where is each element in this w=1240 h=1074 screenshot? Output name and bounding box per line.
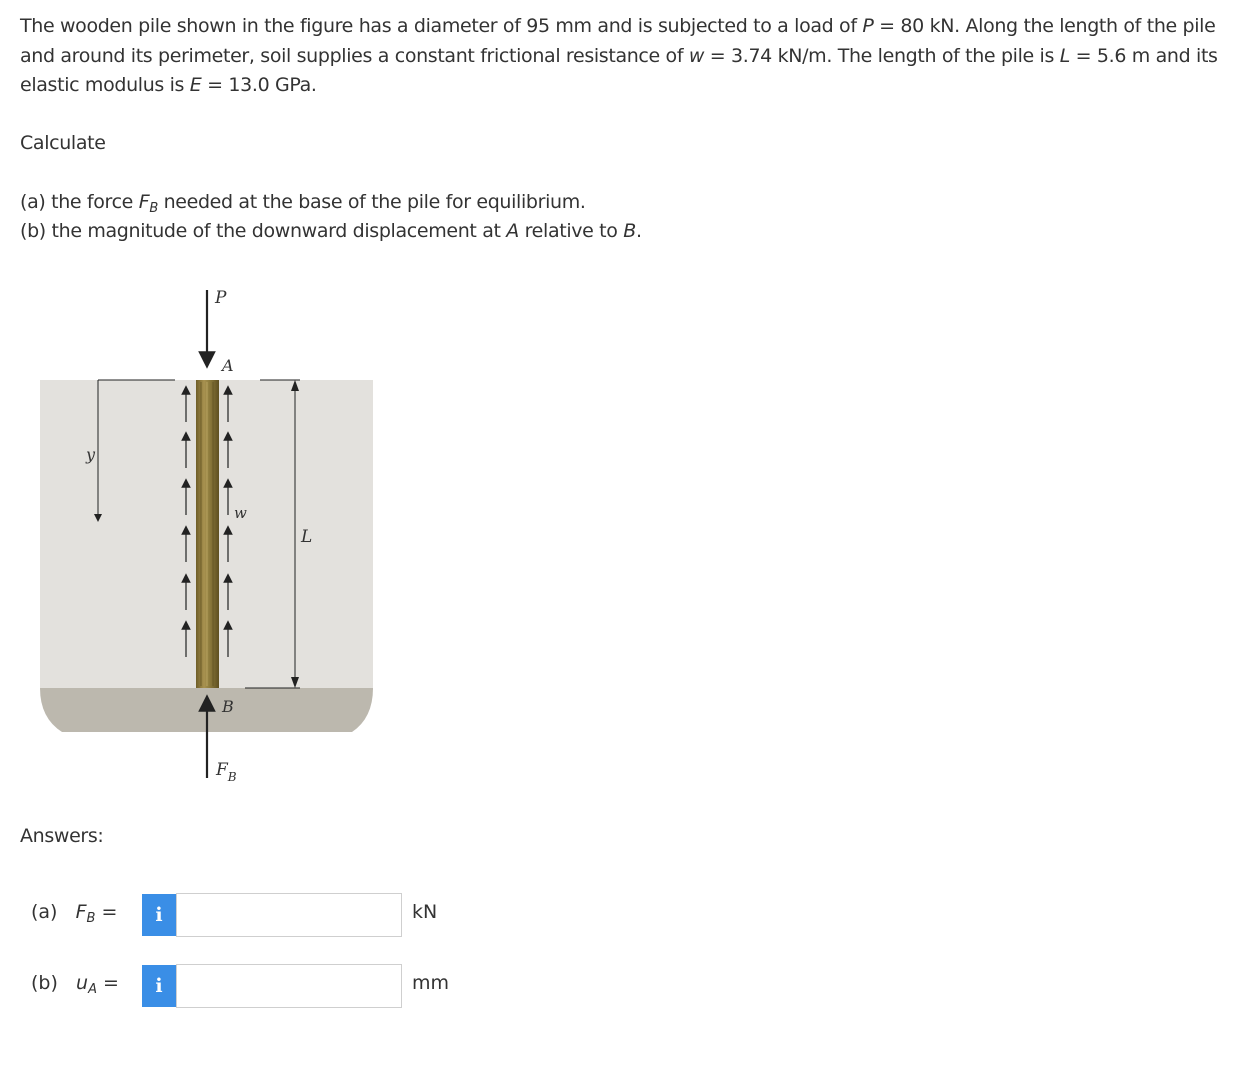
answer-b-unit: mm [412,972,450,994]
answer-a-label: (a) $F_B$ = [31,901,118,926]
pile-figure [30,275,390,795]
pile [196,380,219,688]
problem-statement: The wooden pile shown in the figure has a diameter of 95 mm and is subjected to a load of P = 80 kN. Along the length of the pile and around its perimeter, soil supplies a constant frictional resistance of w = 3.74 kN/m. The length of the pile is L = 5.6 m and its elastic modulus is E = 13.0 GPa. [20,15,1218,96]
answer-b-info-icon[interactable]: i [142,965,176,1007]
answers-heading: Answers: [20,825,104,847]
label-w: w [234,504,247,522]
answer-a-unit: kN [412,901,438,923]
part-b-question: (b) the magnitude of the downward displacement at A relative to B. [20,220,642,242]
label-fb: $F_B$ [216,760,237,784]
label-y: y [86,445,96,464]
calculate-label: Calculate [20,132,106,154]
label-l: L [301,527,313,547]
answer-a-info-icon[interactable]: i [142,894,176,936]
part-a-question: (a) the force $F_B$ needed at the base of the pile for equilibrium. [20,191,586,216]
label-p: P [215,288,227,308]
answer-b-label: (b) $u_A$ = [31,972,119,997]
answer-a-input[interactable] [176,893,402,937]
label-a: A [222,356,234,375]
answer-b-input[interactable] [176,964,402,1008]
label-b: B [222,697,234,716]
